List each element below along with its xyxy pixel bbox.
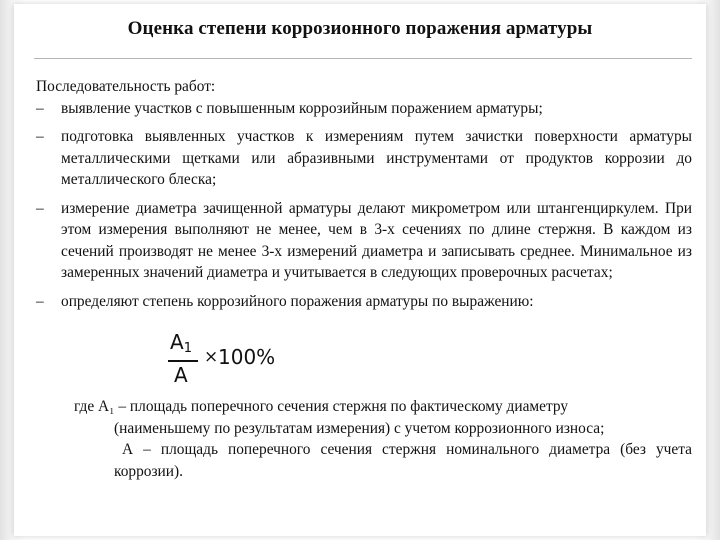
note-a1-continuation: (наименьшему по результатам измерения) с учетом коррозионного износа;: [114, 419, 605, 437]
list-item: [36, 198, 692, 284]
note-a1: [74, 396, 692, 439]
formula-notes: [74, 396, 692, 482]
bullet-dash: –: [36, 128, 44, 145]
title-divider: [34, 58, 692, 59]
formula-factor: 100%: [218, 345, 276, 369]
numerator-subscript: 1: [183, 341, 192, 356]
numerator-symbol: A: [170, 330, 184, 354]
formula-denominator: A: [174, 363, 188, 387]
fraction-bar: [168, 360, 198, 362]
bullet-dash: –: [36, 292, 44, 310]
note-a1-lead: где A₁ – площадь поперечного сечения стержня по фактическому диаметру: [74, 398, 569, 415]
list-item-text: определяют степень коррозийного поражения арматуры по выражению:: [61, 292, 534, 310]
list-item: [36, 98, 692, 120]
list-item: [36, 126, 692, 191]
intro-text: Последовательность работ:: [36, 78, 216, 95]
formula-numerator: [170, 330, 192, 356]
list-item-text: измерение диаметра зачищенной арматуры делают микрометром или штангенциркулем. При этом измерения выполняют не менее, чем в 3-х сечениях по длине стержня. В каждом из сечений производят не менее 3-х измерений диаметра и записывать среднее. Минимальное из замеренных значений диаметра и учитывается в следующих проверочных расчетах;: [61, 199, 692, 281]
list-item-text: подготовка выявленных участков к измерениям путем зачистки поверхности арматуры металлическими щетками или абразивными инструментами от продуктов коррозии до металлического блеска;: [61, 128, 692, 188]
note-a: А – площадь поперечного сечения стержня номинального диаметра (без учета коррозии).: [114, 441, 692, 480]
list-item-text: выявление участков с повышенным коррозийным поражением арматуры;: [61, 99, 543, 117]
bullet-dash: –: [36, 199, 44, 217]
bullet-dash: –: [36, 99, 44, 117]
main-content: [36, 76, 692, 319]
list-item: [36, 291, 692, 313]
work-steps-list: [36, 98, 692, 313]
multiply-sign: ×: [204, 347, 219, 367]
page-title: Оценка степени коррозионного поражения арматуры: [127, 18, 593, 39]
